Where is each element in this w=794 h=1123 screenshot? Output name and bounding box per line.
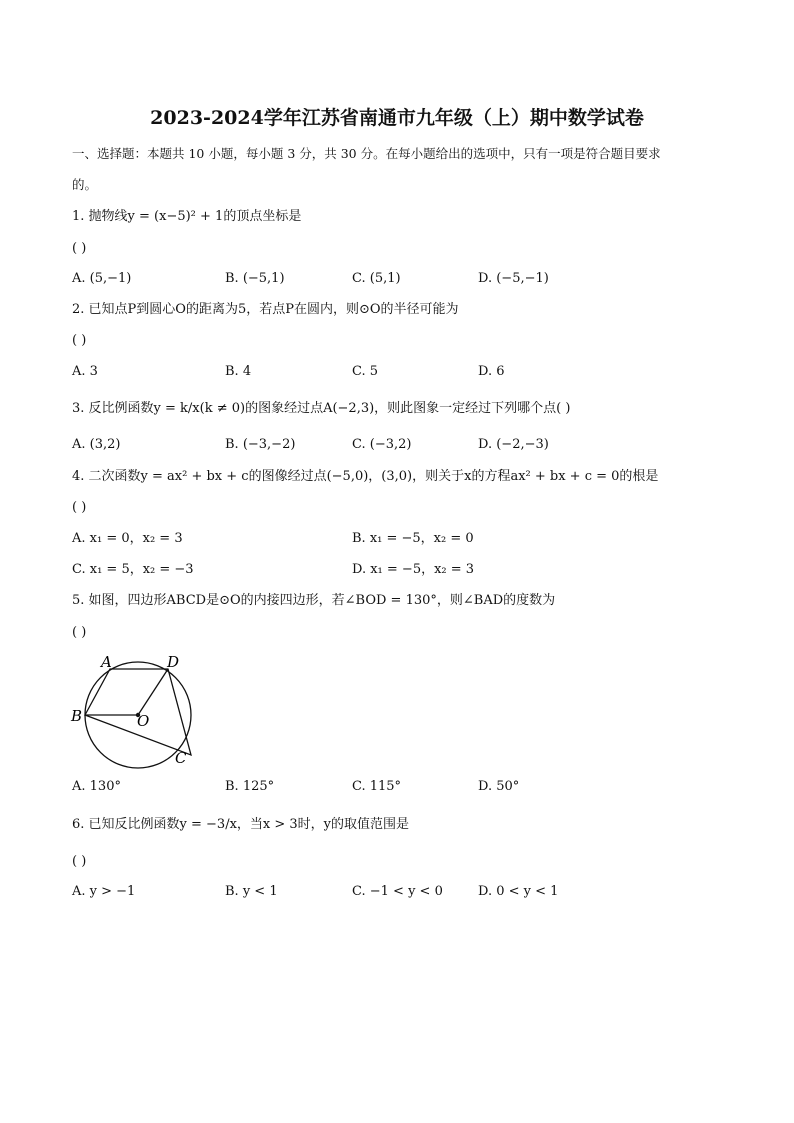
question-2-answer-paren: ( )	[72, 333, 87, 348]
question-4-text: 4. 二次函数y = ax² + bx + c的图像经过点(−5,0)，(3,0)，则关于x的方程ax² + bx + c = 0的根是	[72, 469, 659, 484]
question-3-option-c: C. (−3,2)	[352, 437, 412, 452]
question-5-option-b: B. 125°	[225, 779, 275, 794]
question-1-option-c: C. (5,1)	[352, 271, 401, 286]
question-4-option-c: C. x₁ = 5，x₂ = −3	[72, 562, 194, 577]
question-2-text: 2. 已知点P到圆心O的距离为5，若点P在圆内，则⊙O的半径可能为	[72, 302, 459, 317]
question-2-option-c: C. 5	[352, 364, 379, 379]
question-6-option-b: B. y < 1	[225, 884, 278, 899]
question-2-option-a: A. 3	[72, 364, 98, 379]
question-6-option-a: A. y > −1	[72, 884, 136, 899]
question-3-text: 3. 反比例函数y = k/x(k ≠ 0)的图象经过点A(−2,3)，则此图象一定经过下列哪个点( )	[72, 401, 571, 416]
question-4-option-b: B. x₁ = −5，x₂ = 0	[352, 531, 474, 546]
label-a: A	[101, 653, 112, 671]
question-6-text: 6. 已知反比例函数y = −3/x，当x > 3时，y的取值范围是	[72, 817, 410, 832]
question-3-option-b: B. (−3,−2)	[225, 437, 296, 452]
segment-od	[138, 669, 168, 715]
question-1-option-d: D. (−5,−1)	[478, 271, 549, 286]
question-5-circle-figure	[70, 652, 200, 770]
question-5-text: 5. 如图，四边形ABCD是⊙O的内接四边形，若∠BOD = 130°，则∠BAD的度数为	[72, 593, 556, 608]
question-1-option-a: A. (5,−1)	[72, 271, 132, 286]
question-5-option-a: A. 130°	[72, 779, 121, 794]
question-1-text: 1. 抛物线y = (x−5)² + 1的顶点坐标是	[72, 209, 302, 224]
label-d: D	[167, 653, 180, 671]
question-4-option-d: D. x₁ = −5，x₂ = 3	[352, 562, 475, 577]
exam-title: 2023-2024学年江苏省南通市九年级（上）期中数学试卷	[150, 107, 644, 129]
question-2-option-d: D. 6	[478, 364, 505, 379]
question-5-answer-paren: ( )	[72, 625, 87, 640]
question-1-option-b: B. (−5,1)	[225, 271, 285, 286]
question-6-option-c: C. −1 < y < 0	[352, 884, 443, 899]
section-instructions-line1: 一、选择题：本题共 10 小题，每小题 3 分，共 30 分。在每小题给出的选项中，只有一项是符合题目要求	[72, 146, 661, 161]
question-3-option-a: A. (3,2)	[72, 437, 121, 452]
question-5-option-d: D. 50°	[478, 779, 520, 794]
question-4-answer-paren: ( )	[72, 500, 87, 515]
question-4-option-a: A. x₁ = 0，x₂ = 3	[72, 531, 183, 546]
circle-figure-svg	[70, 652, 200, 770]
question-6-answer-paren: ( )	[72, 854, 87, 869]
section-instructions-line2: 的。	[72, 177, 98, 192]
label-c: C	[175, 749, 187, 767]
question-1-answer-paren: ( )	[72, 241, 87, 256]
question-3-option-d: D. (−2,−3)	[478, 437, 549, 452]
question-6-option-d: D. 0 < y < 1	[478, 884, 559, 899]
question-5-option-c: C. 115°	[352, 779, 402, 794]
label-b: B	[71, 707, 83, 725]
question-2-option-b: B. 4	[225, 364, 252, 379]
label-o: O	[137, 712, 150, 730]
